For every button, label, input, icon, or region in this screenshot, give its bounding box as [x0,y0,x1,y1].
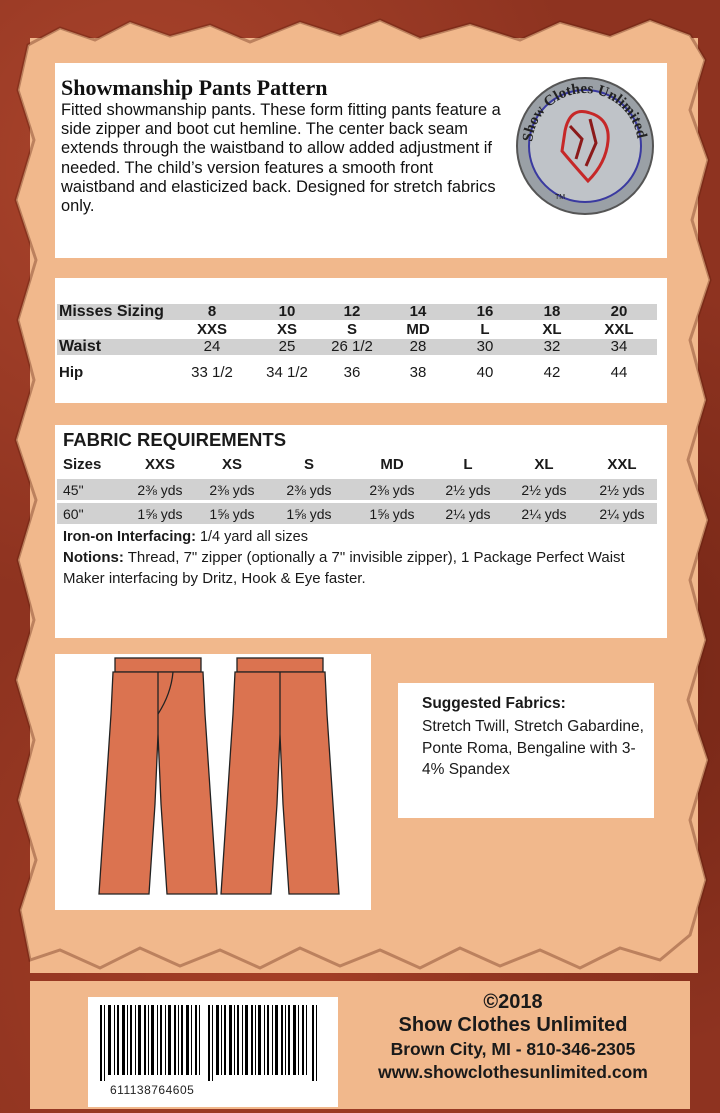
trademark-mark: TM [555,194,566,201]
waist-label: Waist [59,338,102,355]
size-letter: XS [276,321,297,338]
size-number: 14 [409,303,427,320]
fabric-requirements-panel [55,425,667,638]
size-number: 20 [610,303,628,320]
fabric-yardage: 2½ yds [521,482,567,498]
fabric-size: XL [534,456,554,473]
hip-value: 34 1/2 [266,364,308,381]
pants-back-view [221,658,339,894]
fabric-width-label: 45" [63,482,84,498]
waist-value: 25 [278,338,296,355]
barcode-image [88,997,338,1081]
company-website[interactable]: www.showclothesunlimited.com [378,1062,648,1082]
fabric-yardage: 2⅜ yds [369,482,415,498]
fabric-yardage: 1⅝ yds [137,506,183,522]
size-number: 12 [343,303,361,320]
sizing-header-row [57,304,657,320]
hip-value: 33 1/2 [191,364,233,381]
size-letter: S [346,321,357,338]
waist-value: 32 [543,338,561,355]
fabric-size: S [303,456,314,473]
fabric-size: XXS [144,456,175,473]
hip-label: Hip [59,364,84,381]
fabric-sizes-row [57,454,657,475]
interfacing-note [63,527,663,548]
fabric-yardage: 2¼ yds [599,506,645,522]
waist-value: 30 [476,338,494,355]
suggested-fabrics-title: Suggested Fabrics: [422,695,566,712]
fabric-yardage: 2⅜ yds [209,482,255,498]
pants-illustration-panel [55,654,371,910]
fabric-size: XXL [607,456,637,473]
fabric-45-row [57,479,657,500]
intro-panel [55,63,667,258]
hip-value: 44 [610,364,628,381]
interfacing-text: 1/4 yard all sizes [195,529,308,545]
waist-value: 26 1/2 [331,338,373,355]
fabric-size: XS [221,456,242,473]
suggested-fabrics-list: Stretch Twill, Stretch Gabardine, Ponte Roma, Bengaline with 3-4% Spandex [422,718,644,778]
interfacing-label: Iron-on Interfacing: [63,529,196,545]
waist-value: 24 [203,338,221,355]
fabric-yardage: 2½ yds [445,482,491,498]
size-letter: L [480,321,490,338]
hip-row [57,365,657,381]
notions-text: Thread, 7" zipper (optionally a 7" invisible zipper), 1 Package Perfect Waist Maker interfacing by Dritz, Hook & Eye faster. [63,549,625,587]
size-number: 16 [476,303,494,320]
notions-note [63,547,663,589]
fabric-size: MD [380,456,404,473]
size-letter: XXS [196,321,227,338]
size-letter: MD [406,321,430,338]
fabric-requirements-title: FABRIC REQUIREMENTS [63,429,287,450]
pants-illustration [55,654,371,910]
size-number: 10 [278,303,296,320]
fabric-yardage: 2⅜ yds [137,482,183,498]
waist-row [57,339,657,355]
fabric-yardage: 2⅜ yds [286,482,332,498]
notions-label: Notions: [63,549,124,566]
company-name: Show Clothes Unlimited [398,1014,628,1036]
fabric-yardage: 1⅝ yds [369,506,415,522]
logo-text: Show Clothes Unlimited [520,80,650,143]
hip-value: 36 [343,364,361,381]
copyright: ©2018 [483,991,543,1013]
fabric-60-row [57,503,657,524]
sizing-table [55,278,667,403]
hip-value: 38 [409,364,427,381]
waist-value: 28 [409,338,427,355]
fabric-yardage: 1⅝ yds [209,506,255,522]
fabric-width-label: 60" [63,506,84,522]
company-address: Brown City, MI - 810-346-2305 [390,1039,636,1059]
fabric-yardage: 1⅝ yds [286,506,332,522]
pattern-description: Fitted showmanship pants. These form fitting pants feature a side zipper and boot cut hemline. The center back seam extends through the waistband to allow added adjustment if needed. The child’s version features a smooth front waistband and elasticized back. Designed for stretch fabrics only. [61,101,501,216]
hip-value: 42 [543,364,561,381]
size-letter: XL [542,321,562,338]
suggested-fabrics-panel [398,683,654,818]
pattern-title: Showmanship Pants Pattern [61,75,328,100]
fabric-yardage: 2½ yds [599,482,645,498]
size-number: 18 [543,303,561,320]
barcode-number: 611138764605 [110,1083,195,1097]
fabric-size: L [463,456,473,473]
waist-value: 34 [610,338,628,355]
fabric-yardage: 2¼ yds [521,506,567,522]
size-number: 8 [207,303,217,320]
sizing-letter-row [57,322,657,338]
show-clothes-logo [510,71,660,221]
pants-front-view [99,658,217,894]
misses-sizing-label: Misses Sizing [59,303,164,320]
sizes-label: Sizes [63,456,102,473]
size-letter: XXL [604,321,634,338]
barcode-panel [88,997,338,1107]
fabric-yardage: 2¼ yds [445,506,491,522]
hip-value: 40 [476,364,494,381]
